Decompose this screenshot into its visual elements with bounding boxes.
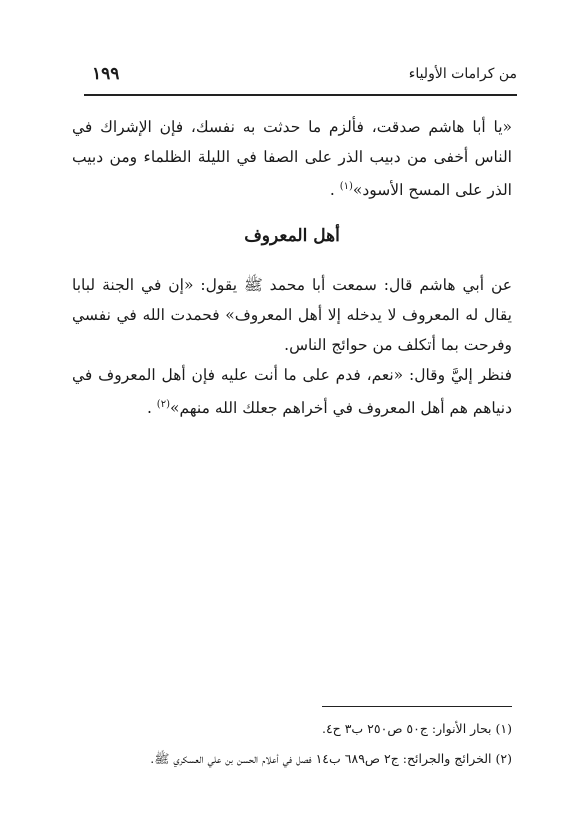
footnote-ref: (٢)	[156, 399, 170, 410]
continued-text-block	[72, 112, 512, 205]
running-title: من كرامات الأولياء	[408, 66, 517, 82]
running-header	[84, 66, 517, 92]
paragraph-end: .	[146, 399, 157, 418]
header-rule	[84, 94, 517, 96]
paragraph: عن أبي هاشم قال: سمعت أبا محمد ﷺ يقول: «إن في الجنة لبابا يقال له المعروف لا يدخله إلا أهل المعروف» فحمدت الله في نفسي وفرحت بما أتكلف من حوائج الناس.	[72, 276, 512, 354]
footnotes	[72, 714, 512, 774]
footnote: (٢) الخرائج والجرائح: ج٢ ص٦٨٩ ب١٤ فصل في أعلام الحسن بن علي العسكري ﷺ.	[150, 751, 512, 766]
paragraph	[72, 360, 512, 423]
paragraph-text: فنظر إليَّ وقال: «نعم، فدم على ما أنت عليه فإن أهل المعروف في دنياهم هم أهل المعروف في أخراهم جعلك الله منهم»	[72, 366, 512, 418]
section-heading: أهل المعروف	[244, 226, 340, 246]
paragraph-text: «يا أبا هاشم صدقت، فألزم ما حدثت به نفسك، فإن الإشراك في الناس أخفى من دبيب الذر على الصفا في الليلة الظلماء ومن دبيب الذر على المسح الأسود»	[72, 118, 512, 200]
footnote: (١) بحار الأنوار: ج٥٠ ص٢٥٠ ب٣ ح٤.	[321, 721, 512, 736]
page-number: ١٩٩	[92, 64, 120, 84]
paragraph-end: .	[329, 181, 340, 200]
footnote-rule	[322, 706, 512, 707]
paragraph	[72, 112, 512, 205]
section-text-block	[72, 270, 512, 423]
footnote-ref: (١)	[339, 181, 353, 192]
